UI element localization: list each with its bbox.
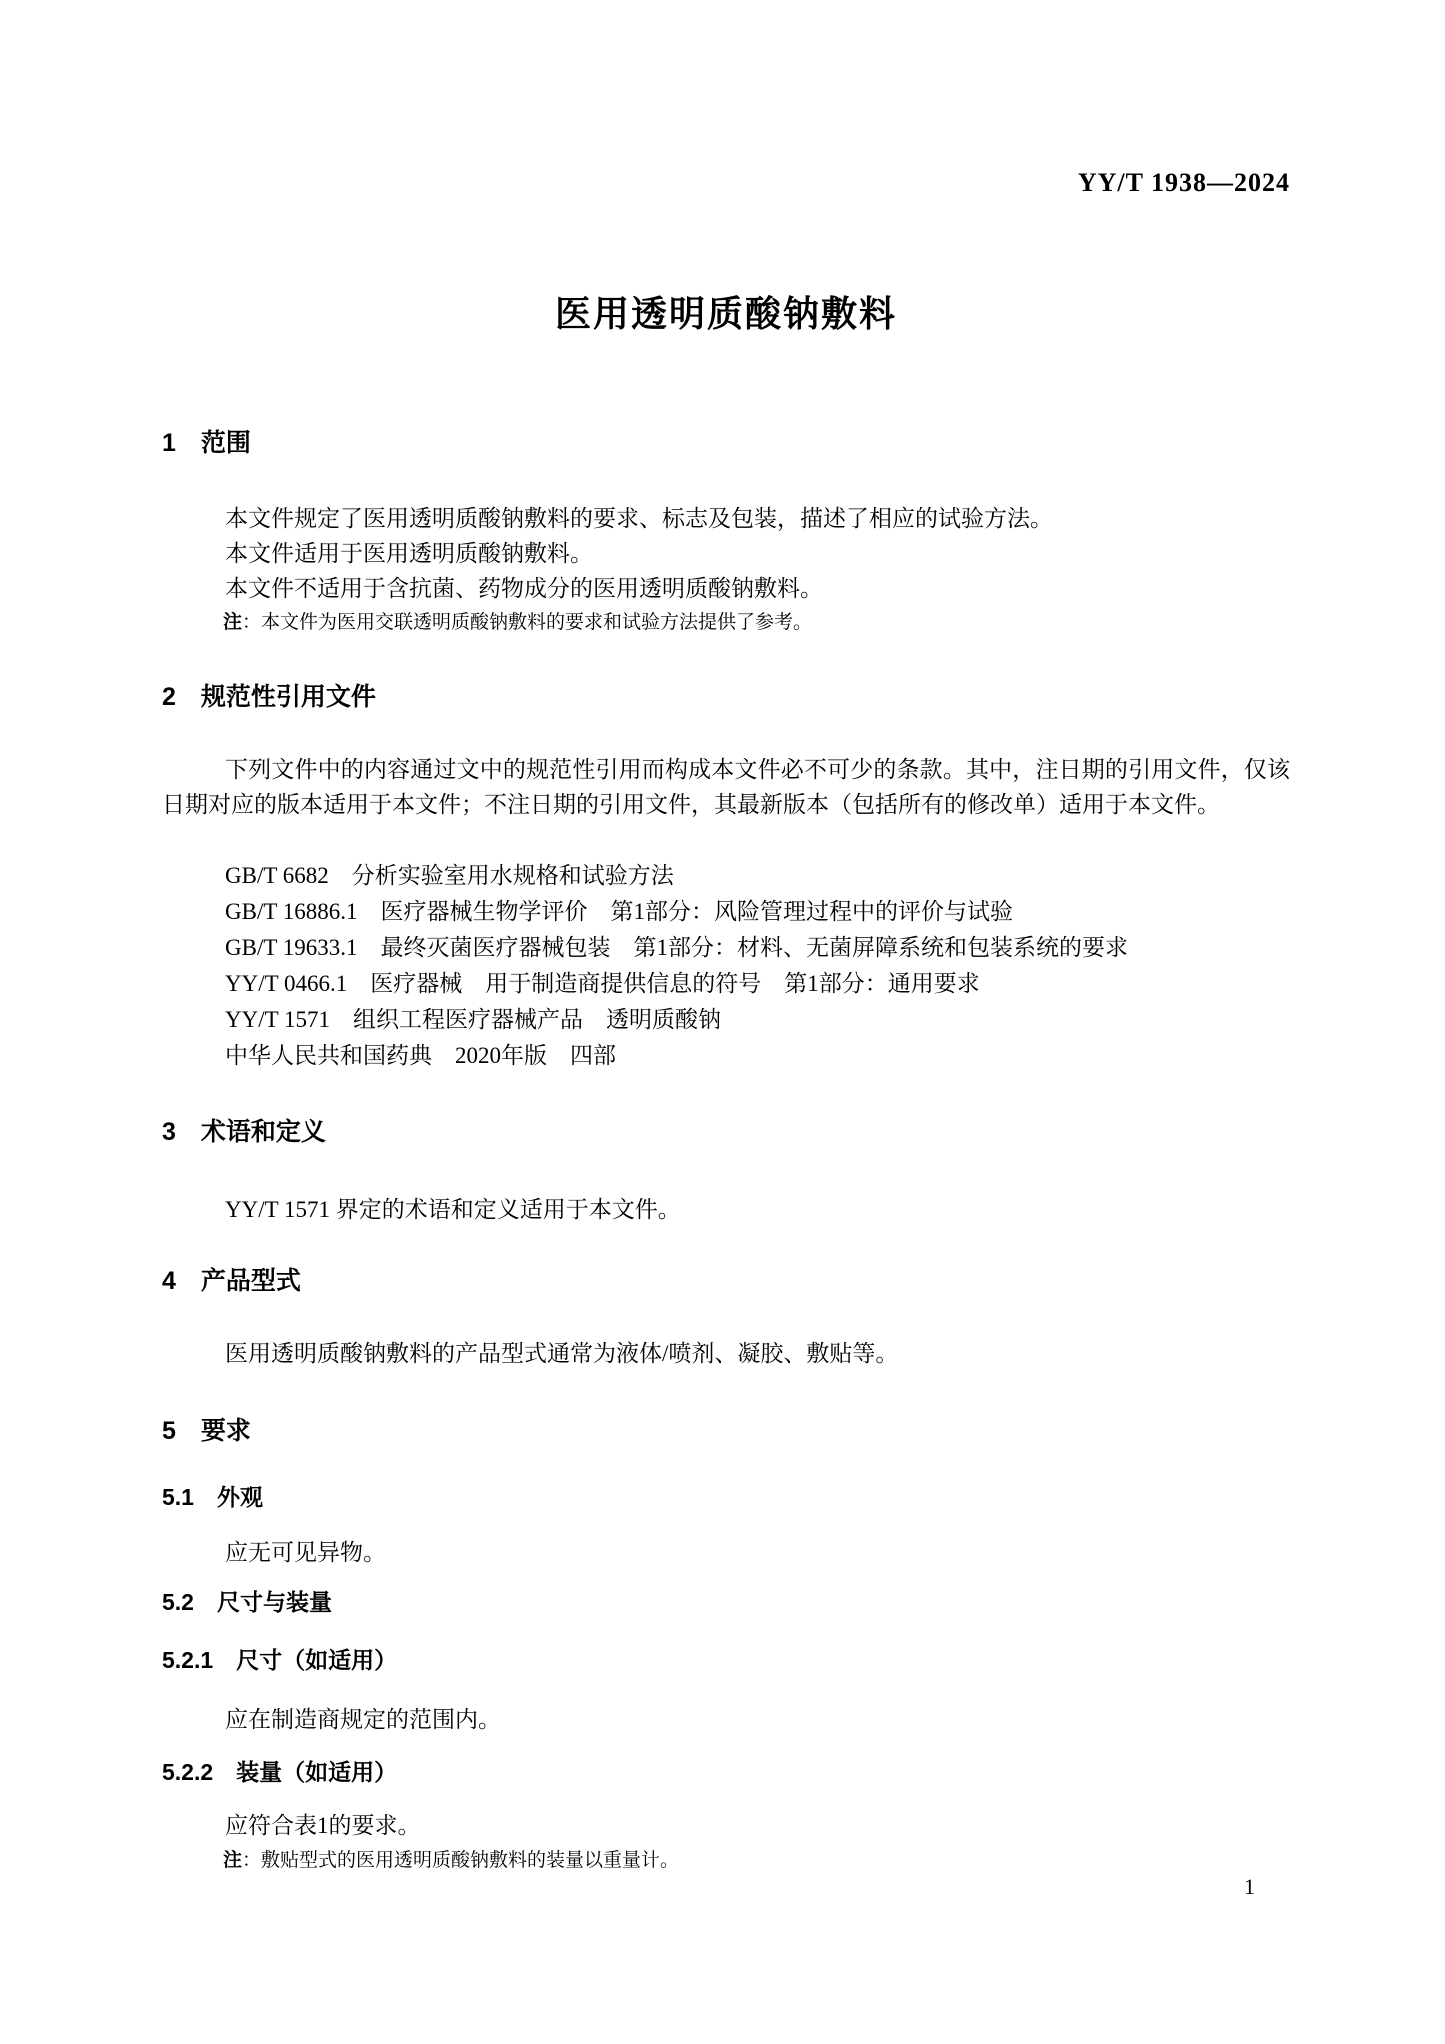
reference-item: GB/T 6682 分析实验室用水规格和试验方法 <box>225 863 674 888</box>
reference-item: GB/T 16886.1 医疗器械生物学评价 第1部分：风险管理过程中的评价与试验 <box>225 899 1013 924</box>
scope-paragraph-1: 本文件规定了医用透明质酸钠敷料的要求、标志及包装，描述了相应的试验方法。 <box>225 506 1053 531</box>
scope-paragraph-2: 本文件适用于医用透明质酸钠敷料。 <box>225 541 593 566</box>
section-5-2-heading: 5.2 尺寸与装量 <box>162 1589 332 1615</box>
section-4-heading: 4 产品型式 <box>162 1267 301 1295</box>
fill-paragraph: 应符合表1的要求。 <box>225 1813 421 1838</box>
scope-note <box>162 611 1351 635</box>
terms-paragraph: YY/T 1571 界定的术语和定义适用于本文件。 <box>225 1197 681 1222</box>
reference-item: GB/T 19633.1 最终灭菌医疗器械包装 第1部分：材料、无菌屏障系统和包装系统的要求 <box>225 935 1128 960</box>
fill-note-text: ：敷贴型式的医用透明质酸钠敷料的装量以重量计。 <box>242 1850 680 1871</box>
product-type-paragraph: 医用透明质酸钠敷料的产品型式通常为液体/喷剂、凝胶、敷贴等。 <box>225 1341 899 1366</box>
size-paragraph: 应在制造商规定的范围内。 <box>225 1707 501 1732</box>
reference-item: YY/T 0466.1 医疗器械 用于制造商提供信息的符号 第1部分：通用要求 <box>225 971 980 996</box>
scope-note-label: 注 <box>223 612 243 633</box>
page-number: 1 <box>1244 1874 1255 1899</box>
appearance-paragraph: 应无可见异物。 <box>225 1540 386 1565</box>
fill-note <box>162 1849 1351 1873</box>
scope-note-text: ：本文件为医用交联透明质酸钠敷料的要求和试验方法提供了参考。 <box>242 612 813 633</box>
section-2-heading: 2 规范性引用文件 <box>162 683 376 711</box>
section-5-2-1-heading: 5.2.1 尺寸（如适用） <box>162 1647 398 1673</box>
standard-code: YY/T 1938—2024 <box>1077 168 1290 197</box>
section-5-1-heading: 5.1 外观 <box>162 1484 263 1510</box>
section-5-2-2-heading: 5.2.2 装量（如适用） <box>162 1759 398 1785</box>
document-title: 医用透明质酸钠敷料 <box>554 293 897 334</box>
scope-paragraph-3: 本文件不适用于含抗菌、药物成分的医用透明质酸钠敷料。 <box>225 576 823 601</box>
reference-item: YY/T 1571 组织工程医疗器械产品 透明质酸钠 <box>225 1007 721 1032</box>
section-3-heading: 3 术语和定义 <box>162 1118 326 1146</box>
section-5-heading: 5 要求 <box>162 1417 251 1445</box>
references-intro: 下列文件中的内容通过文中的规范性引用而构成本文件必不可少的条款。其中，注日期的引用文件，仅该日期对应的版本适用于本文件；不注日期的引用文件，其最新版本（包括所有的修改单）适用于本文件。 <box>162 757 1290 817</box>
fill-note-label: 注 <box>223 1850 243 1871</box>
section-1-heading: 1 范围 <box>162 429 251 457</box>
reference-list <box>162 858 1290 1074</box>
reference-item: 中华人民共和国药典 2020年版 四部 <box>225 1043 616 1068</box>
